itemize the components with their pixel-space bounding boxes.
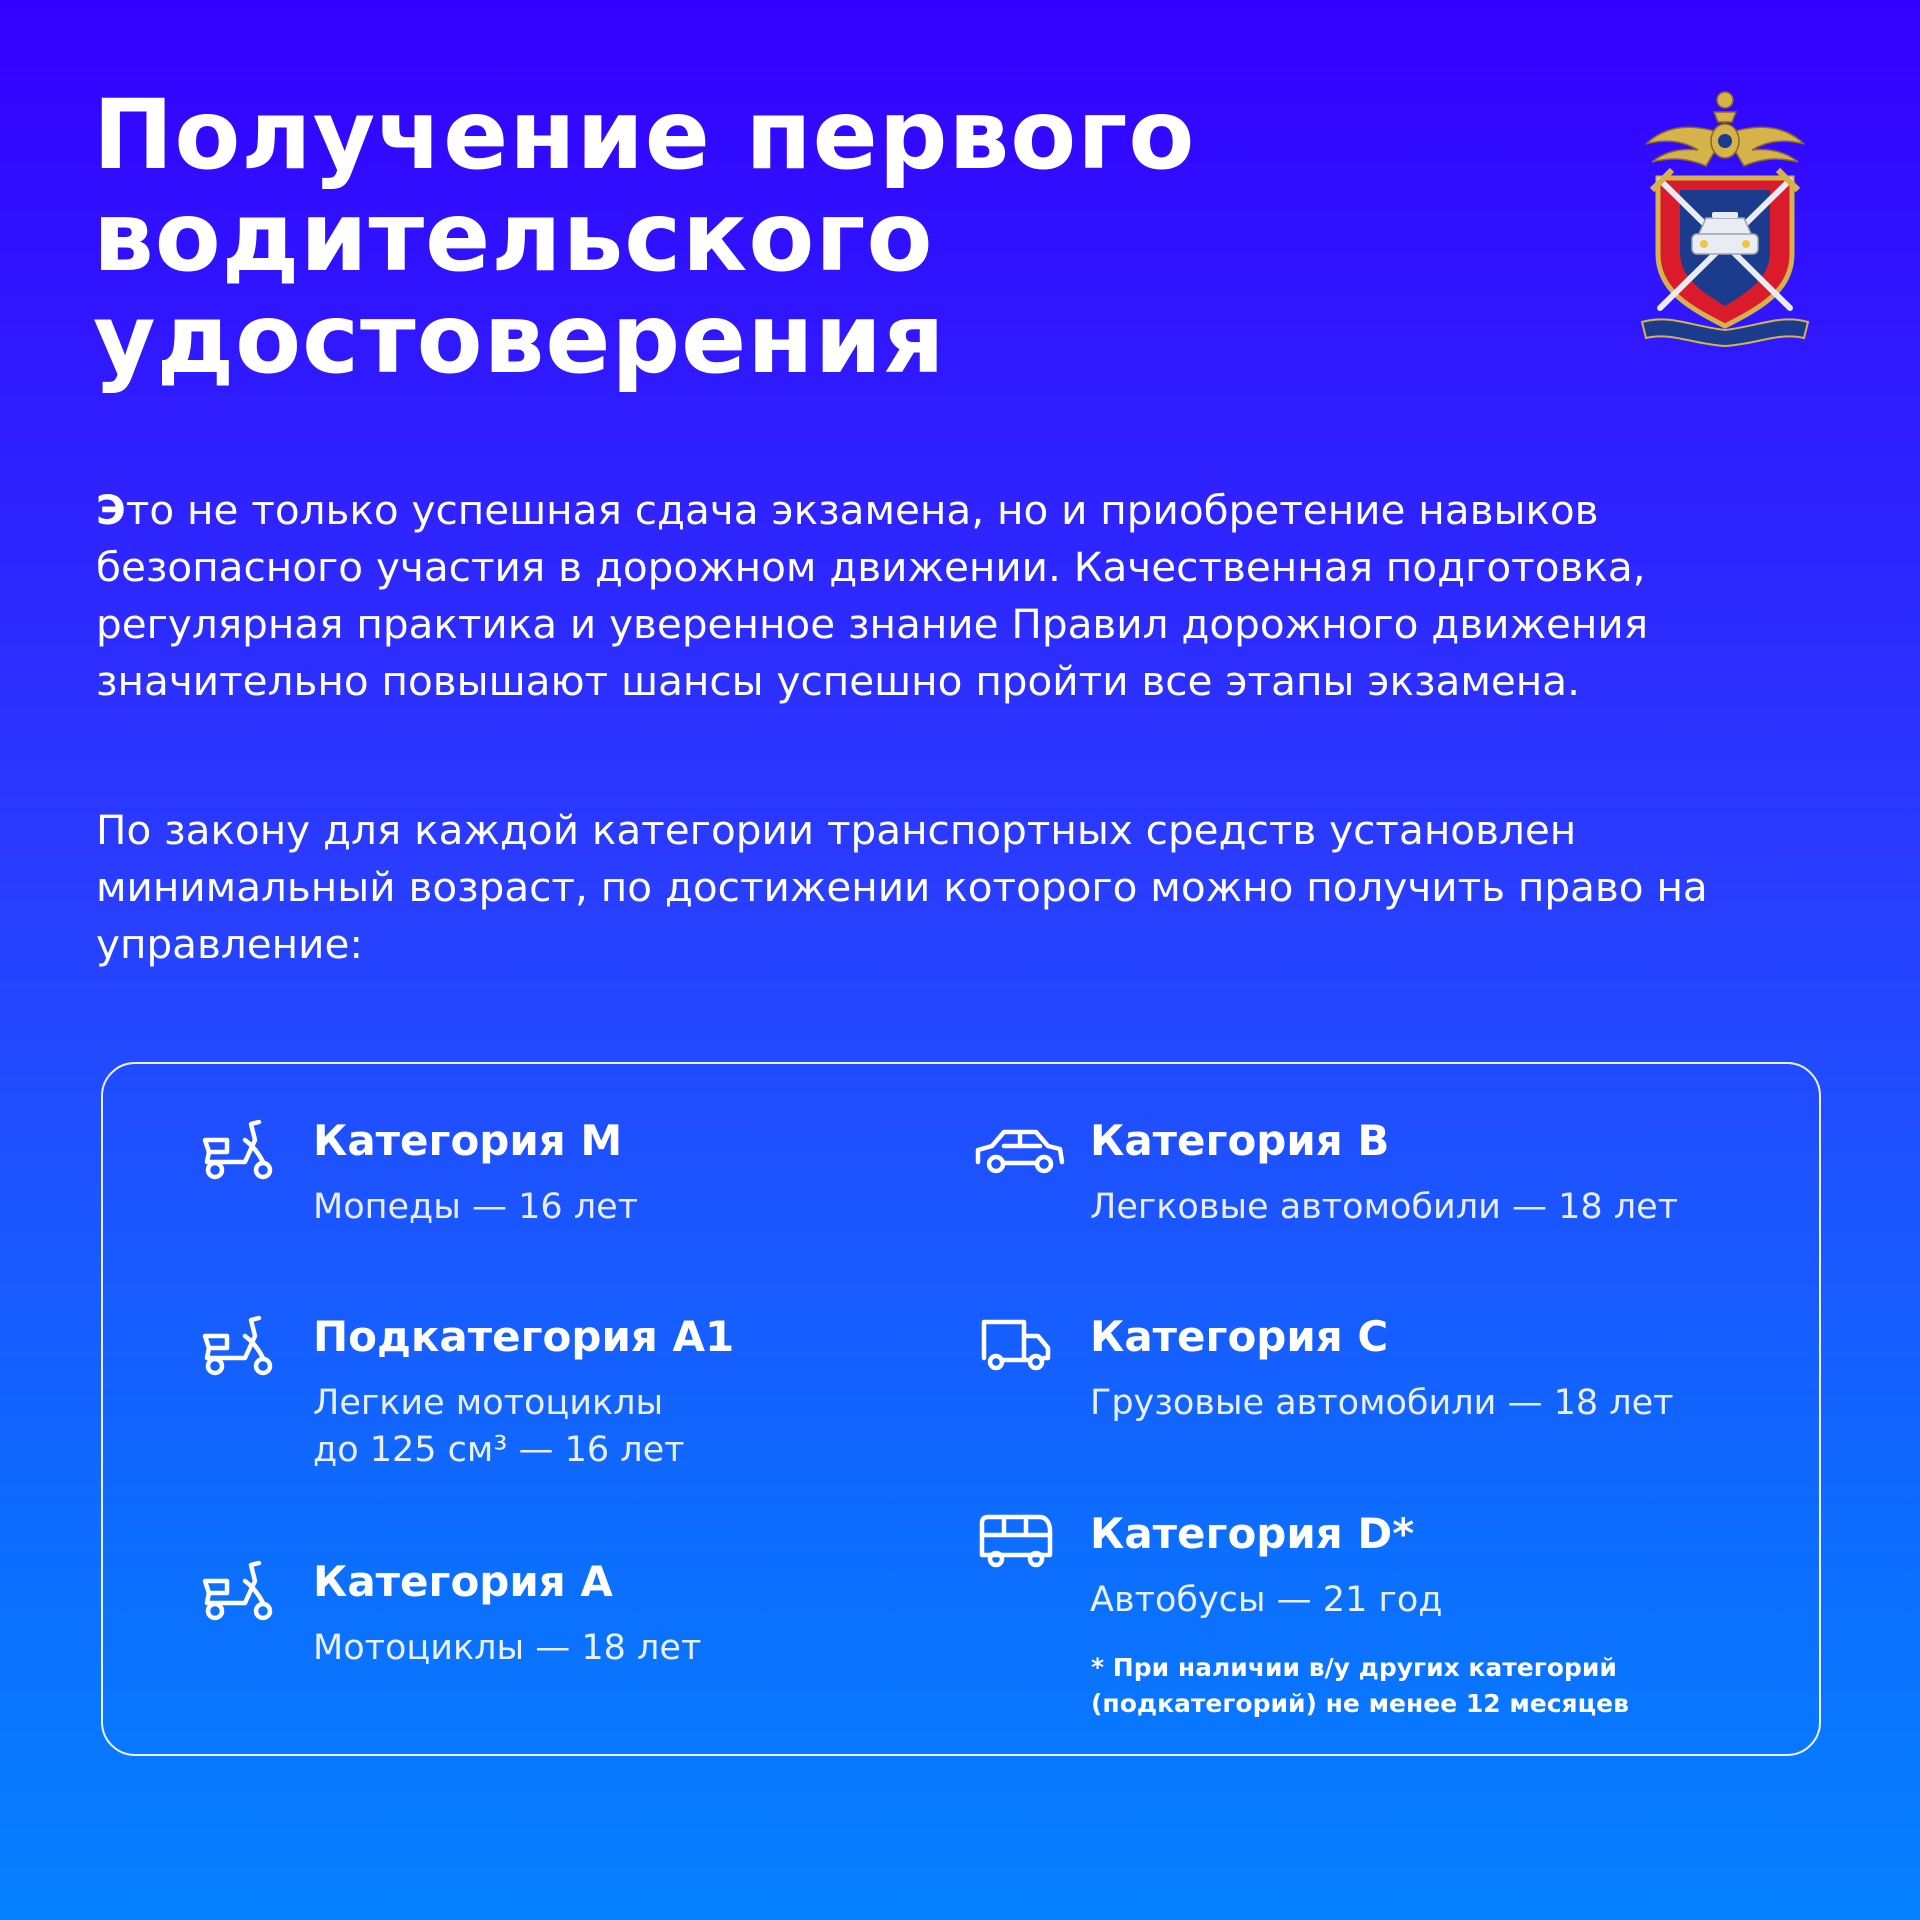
moped-icon bbox=[201, 1312, 277, 1378]
category-description-line: Легкие мотоциклы bbox=[313, 1383, 664, 1423]
footnote-line: * При наличии в/у других категорий bbox=[1091, 1653, 1617, 1682]
category-description bbox=[313, 1625, 701, 1672]
page-title-line: водительского bbox=[93, 181, 934, 293]
car-icon bbox=[974, 1116, 1066, 1182]
moped-icon bbox=[201, 1557, 277, 1623]
category-name: Категория C bbox=[1090, 1312, 1389, 1361]
law-paragraph: По закону для каждой категории транспортных средств установлен минимальный возраст, по достижении которого можно получить право на управление: bbox=[96, 806, 1708, 968]
bus-icon bbox=[978, 1509, 1054, 1575]
category-description bbox=[1090, 1577, 1442, 1624]
category-name: Подкатегория A1 bbox=[313, 1312, 735, 1361]
category-description bbox=[1090, 1380, 1674, 1427]
category-description bbox=[313, 1184, 638, 1231]
category-description-line: до 125 см³ — 16 лет bbox=[313, 1430, 685, 1470]
category-description-line: Мотоциклы — 18 лет bbox=[313, 1628, 702, 1668]
category-description-line: Автобусы — 21 год bbox=[1090, 1580, 1443, 1620]
page-title-line: Получение первого bbox=[93, 79, 1196, 191]
category-name: Категория B bbox=[1090, 1116, 1390, 1165]
category-description bbox=[1090, 1184, 1678, 1231]
page-title bbox=[93, 79, 1473, 395]
truck-icon bbox=[978, 1312, 1054, 1378]
category-name: Категория A bbox=[313, 1557, 613, 1606]
footnote-line: (подкатегорий) не менее 12 месяцев bbox=[1091, 1689, 1629, 1718]
moped-icon bbox=[201, 1116, 277, 1182]
intro-text: то не только успешная сдача экзамена, но и приобретение навыков безопасного участия в дорожном движении. Качественная подготовка, регулярная практика и уверенное знание Правил дорожного движения значительно повышают шансы успешно пройти все этапы экзамена. bbox=[96, 486, 1649, 705]
category-description bbox=[313, 1380, 685, 1474]
category-name: Категория M bbox=[313, 1116, 623, 1165]
page-title-line: удостоверения bbox=[93, 283, 946, 395]
footnote bbox=[1091, 1650, 1711, 1722]
category-description-line: Грузовые автомобили — 18 лет bbox=[1090, 1383, 1674, 1423]
category-name: Категория D* bbox=[1090, 1509, 1415, 1558]
police-emblem-icon bbox=[1640, 86, 1810, 351]
category-description-line: Мопеды — 16 лет bbox=[313, 1187, 639, 1227]
intro-first-letter: Э bbox=[96, 486, 126, 534]
category-description-line: Легковые автомобили — 18 лет bbox=[1090, 1187, 1679, 1227]
intro-paragraph bbox=[96, 482, 1836, 710]
